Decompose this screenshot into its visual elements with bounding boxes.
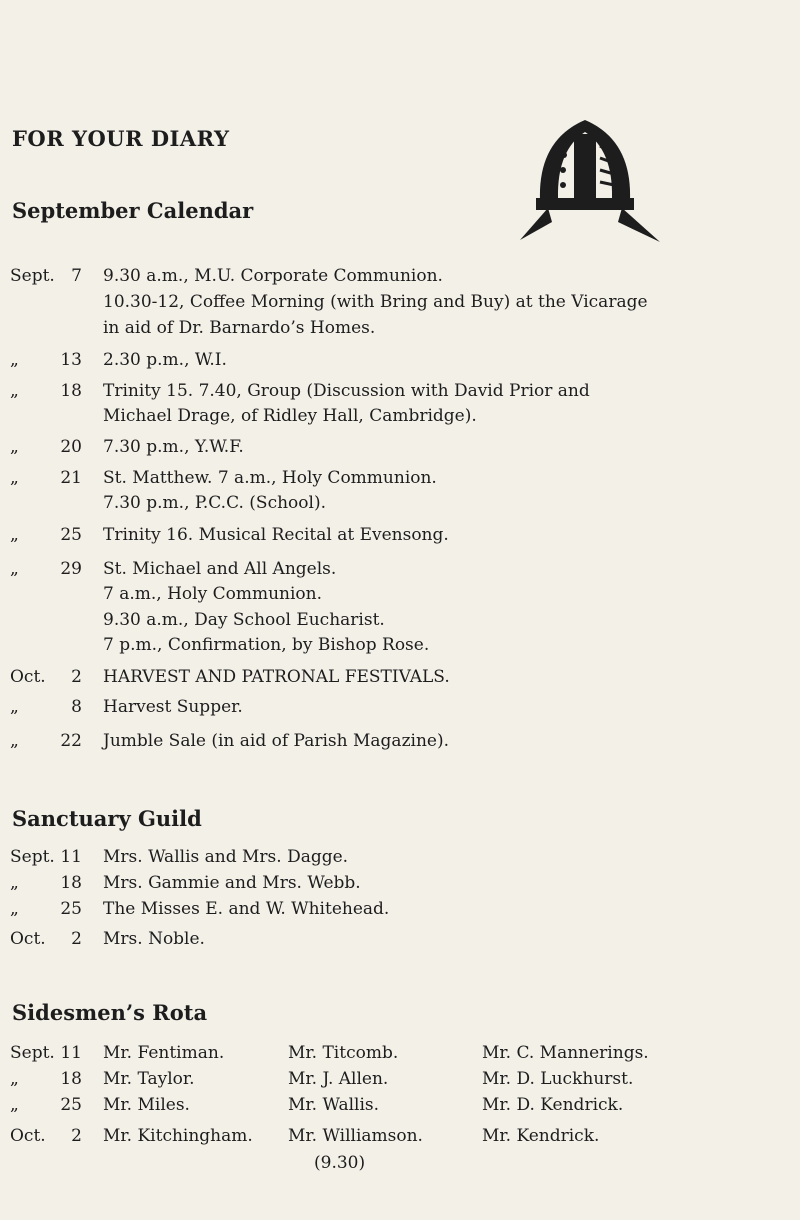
entry-text: Mrs. Wallis and Mrs. Dagge.: [103, 847, 349, 867]
calendar-entry: [0, 347, 800, 373]
entry-day: 2: [71, 667, 82, 687]
entry-month: „: [10, 525, 19, 545]
calendar-entry: [0, 434, 800, 460]
entry-month: Sept.: [10, 266, 55, 286]
entry-text: Mrs. Noble.: [103, 929, 205, 949]
rota-name-third: Mr. C. Mannerings.: [482, 1043, 649, 1063]
guild-entry: [0, 896, 800, 922]
calendar-entry: [0, 728, 800, 754]
calendar-entry: [0, 522, 800, 548]
rota-entry: [0, 1066, 800, 1092]
entry-month: „: [10, 468, 19, 488]
entry-day: 22: [60, 731, 82, 751]
rota-entry: [0, 1123, 800, 1149]
entry-month: Sept.: [10, 847, 55, 867]
entry-month: Oct.: [10, 667, 46, 687]
calendar-entry: [0, 465, 800, 491]
entry-day: 13: [60, 350, 82, 370]
rota-entry: [0, 1040, 800, 1066]
entry-day: 20: [60, 437, 82, 457]
rota-name-second: Mr. J. Allen.: [288, 1069, 389, 1089]
entry-month: „: [10, 899, 19, 919]
entry-month: Sept.: [10, 1043, 55, 1063]
entry-text: Trinity 15. 7.40, Group (Discussion with David Prior and: [103, 381, 590, 401]
calendar-entry-continued: [0, 581, 800, 607]
entry-month: „: [10, 350, 19, 370]
entry-text: 7 a.m., Holy Communion.: [103, 584, 322, 604]
rota-name-third: Mr. D. Luckhurst.: [482, 1069, 634, 1089]
entry-day: 7: [71, 266, 82, 286]
guild-entry: [0, 870, 800, 896]
entry-month: „: [10, 437, 19, 457]
entry-text: 9.30 a.m., M.U. Corporate Communion.: [103, 266, 443, 286]
rota-name-second: Mr. Titcomb.: [288, 1043, 399, 1063]
entry-day: 25: [60, 1095, 82, 1115]
rota-name-first: Mr. Kitchingham.: [103, 1126, 253, 1146]
entry-day: 8: [71, 697, 82, 717]
guild-entry: [0, 844, 800, 870]
rota-entry: [0, 1092, 800, 1118]
calendar-entry-continued: [0, 607, 800, 633]
entry-day: 29: [60, 559, 82, 579]
calendar-entry: [0, 556, 800, 582]
entry-day: 25: [60, 525, 82, 545]
entry-month: „: [10, 559, 19, 579]
rota-time-note-row: [0, 1150, 800, 1176]
entry-text: 7.30 p.m., Y.W.F.: [103, 437, 244, 457]
entry-text: Harvest Supper.: [103, 697, 243, 717]
rota-name-second: Mr. Wallis.: [288, 1095, 380, 1115]
rota-name-third: Mr. D. Kendrick.: [482, 1095, 624, 1115]
september-calendar-heading: September Calendar: [12, 198, 254, 223]
entry-month: „: [10, 1095, 19, 1115]
rota-time-note: (9.30): [314, 1153, 366, 1173]
entry-day: 25: [60, 899, 82, 919]
bishop-mitre-icon: [500, 100, 670, 250]
rota-name-first: Mr. Fentiman.: [103, 1043, 225, 1063]
entry-month: „: [10, 381, 19, 401]
entry-month: „: [10, 697, 19, 717]
entry-day: 11: [60, 847, 82, 867]
entry-text: Trinity 16. Musical Recital at Evensong.: [103, 525, 449, 545]
entry-day: 21: [60, 468, 82, 488]
entry-day: 18: [60, 381, 82, 401]
sanctuary-guild-heading: Sanctuary Guild: [12, 806, 202, 831]
entry-text: The Misses E. and W. Whitehead.: [103, 899, 390, 919]
entry-text: 2.30 p.m., W.I.: [103, 350, 227, 370]
entry-day: 2: [71, 929, 82, 949]
entry-text: St. Matthew. 7 a.m., Holy Communion.: [103, 468, 437, 488]
entry-month: Oct.: [10, 929, 46, 949]
rota-name-first: Mr. Miles.: [103, 1095, 190, 1115]
calendar-entry-continued: [0, 315, 800, 341]
entry-month: Oct.: [10, 1126, 46, 1146]
calendar-entry: [0, 263, 800, 289]
guild-entry: [0, 926, 800, 952]
calendar-entry-continued: [0, 490, 800, 516]
sidesmens-rota-heading: Sidesmen’s Rota: [12, 1000, 208, 1025]
entry-text: 9.30 a.m., Day School Eucharist.: [103, 610, 385, 630]
rota-name-second: Mr. Williamson.: [288, 1126, 423, 1146]
entry-day: 2: [71, 1126, 82, 1146]
entry-text: Mrs. Gammie and Mrs. Webb.: [103, 873, 361, 893]
calendar-entry: [0, 694, 800, 720]
calendar-entry: [0, 378, 800, 404]
entry-month: „: [10, 731, 19, 751]
entry-text: 7 p.m., Confirmation, by Bishop Rose.: [103, 635, 430, 655]
entry-text: HARVEST AND PATRONAL FESTIVALS.: [103, 667, 450, 687]
entry-text: Jumble Sale (in aid of Parish Magazine).: [103, 731, 450, 751]
calendar-entry-continued: [0, 403, 800, 429]
entry-day: 18: [60, 1069, 82, 1089]
entry-text: 10.30-12, Coffee Morning (with Bring and Buy) at the Vicarage: [103, 292, 648, 312]
calendar-entry: [0, 664, 800, 690]
entry-day: 11: [60, 1043, 82, 1063]
entry-month: „: [10, 1069, 19, 1089]
entry-day: 18: [60, 873, 82, 893]
entry-text: Michael Drage, of Ridley Hall, Cambridge).: [103, 406, 477, 426]
entry-text: 7.30 p.m., P.C.C. (School).: [103, 493, 326, 513]
entry-text: in aid of Dr. Barnardo’s Homes.: [103, 318, 376, 338]
calendar-entry-continued: [0, 632, 800, 658]
entry-text: St. Michael and All Angels.: [103, 559, 337, 579]
calendar-entry-continued: [0, 289, 800, 315]
entry-month: „: [10, 873, 19, 893]
rota-name-third: Mr. Kendrick.: [482, 1126, 600, 1146]
diary-title: FOR YOUR DIARY: [12, 126, 230, 151]
rota-name-first: Mr. Taylor.: [103, 1069, 195, 1089]
